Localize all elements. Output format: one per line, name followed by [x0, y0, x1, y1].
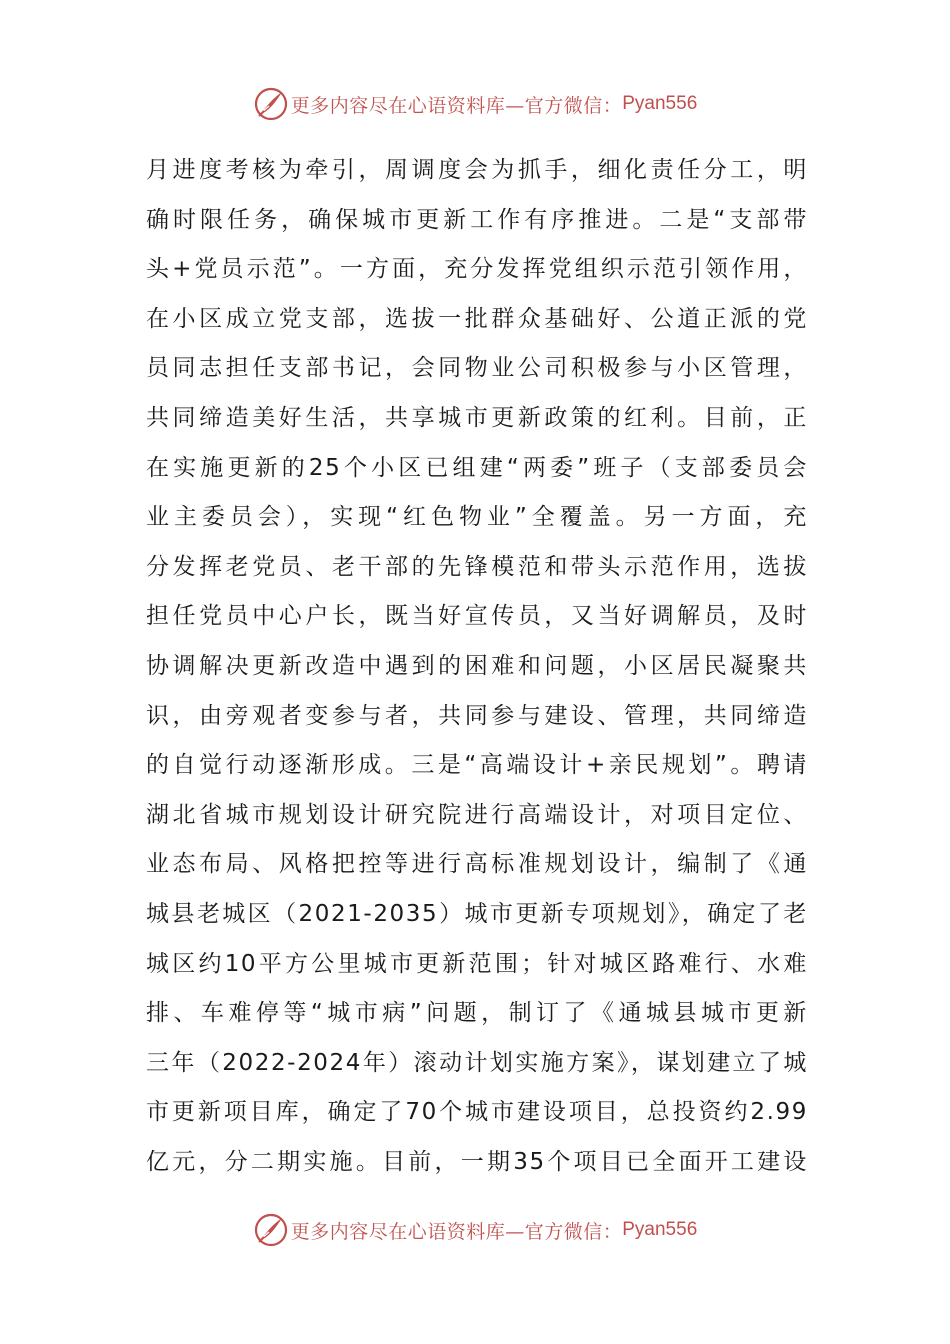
quill-pen-logo-icon — [253, 1212, 289, 1248]
text-line: 排、车难停等“城市病”问题，制订了《通城县城市更新 — [146, 1000, 808, 1027]
text-line: 协调解决更新改造中遇到的困难和问题，小区居民凝聚共 — [146, 652, 808, 679]
footer-banner — [0, 1210, 950, 1250]
quill-pen-logo-icon — [253, 86, 289, 122]
text-line: 业态布局、风格把控等进行高标准规划设计，编制了《通 — [146, 851, 808, 878]
text-line: 共同缔造美好生活，共享城市更新政策的红利。目前，正 — [146, 404, 808, 431]
text-line: 担任党员中心户长，既当好宣传员，又当好调解员，及时 — [146, 603, 808, 630]
body-paragraph — [146, 146, 808, 1187]
text-line: 城县老城区（2021-2035）城市更新专项规划》，确定了老 — [146, 900, 808, 927]
banner-wechat-id: Pyan556 — [622, 1219, 698, 1240]
text-line: 湖北省城市规划设计研究院进行高端设计，对项目定位、 — [146, 801, 808, 828]
text-line: 识，由旁观者变参与者，共同参与建设、管理，共同缔造 — [146, 702, 808, 729]
text-line: 在小区成立党支部，选拔一批群众基础好、公道正派的党 — [146, 305, 808, 332]
text-line: 城区约10平方公里城市更新范围；针对城区路难行、水难 — [146, 950, 808, 977]
text-line: 分发挥老党员、老干部的先锋模范和带头示范作用，选拔 — [146, 553, 808, 580]
text-line: 三年（2022-2024年）滚动计划实施方案》，谋划建立了城 — [146, 1049, 808, 1076]
text-line: 亿元，分二期实施。目前，一期35个项目已全面开工建设 — [146, 1148, 808, 1175]
text-line: 业主委员会），实现“红色物业”全覆盖。另一方面，充 — [146, 504, 808, 531]
text-line: 的自觉行动逐渐形成。三是“高端设计+亲民规划”。聘请 — [146, 752, 808, 779]
text-line: 月进度考核为牵引，周调度会为抓手，细化责任分工，明 — [146, 157, 808, 183]
banner-wechat-id: Pyan556 — [622, 93, 698, 114]
banner-text: 更多内容尽在心语资料库—官方微信： — [290, 1220, 623, 1243]
text-line: 员同志担任支部书记，会同物业公司积极参与小区管理， — [146, 355, 808, 382]
text-line: 市更新项目库，确定了70个城市建设项目，总投资约2.99 — [146, 1099, 808, 1126]
banner-text: 更多内容尽在心语资料库—官方微信： — [290, 94, 623, 117]
text-line: 在实施更新的25个小区已组建“两委”班子（支部委员会 — [146, 454, 808, 481]
text-line: 确时限任务，确保城市更新工作有序推进。二是“支部带 — [146, 206, 808, 233]
header-banner — [0, 84, 950, 124]
text-line: 头+党员示范”。一方面，充分发挥党组织示范引领作用， — [146, 256, 808, 283]
